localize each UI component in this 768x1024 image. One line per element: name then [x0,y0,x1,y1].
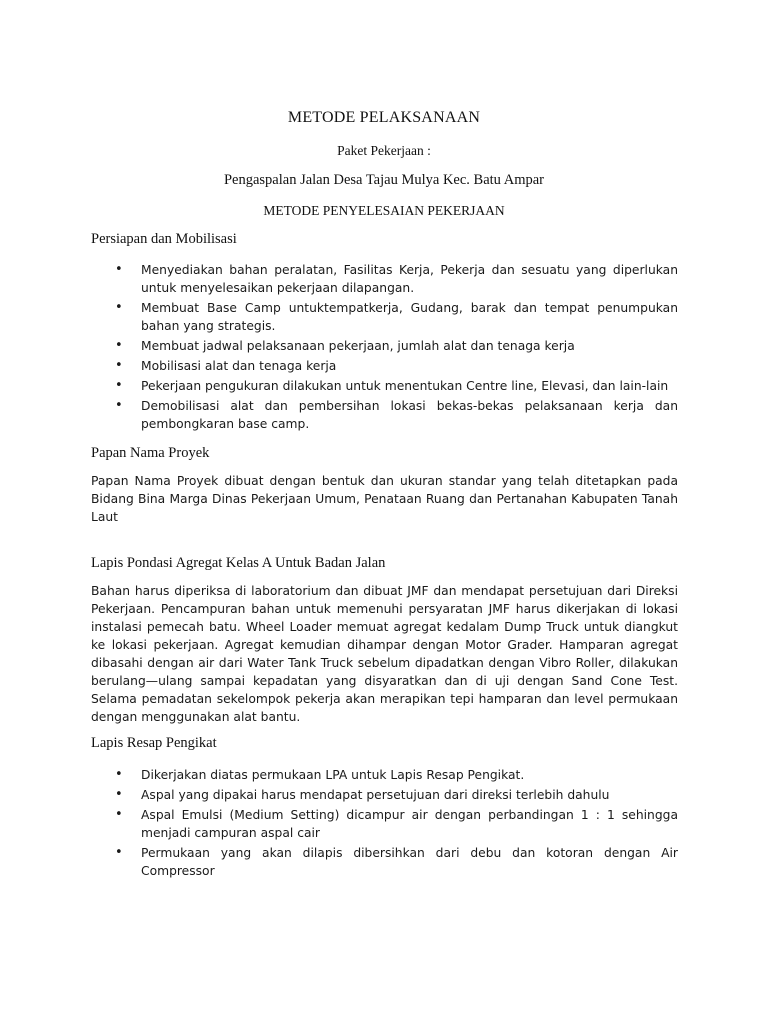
bullet-icon: • [115,807,123,822]
section-paragraph: Bahan harus diperiksa di laboratorium dan dibuat JMF dan mendapat persetujuan dari Direksi Pekerjaan. Pencampuran bahan untuk memenuhi persyaratan JMF harus dikerjakan di lokasi instalasi pemecah batu. Wheel Loader memuat agregat kedalam Dump Truck untuk diangkut ke lokasi pekerjaan. Agregat kemudian dihampar dengan Motor Grader. Hamparan agregat dibasahi dengan air dari Water Tank Truck sebelum dipadatkan dengan Vibro Roller, dilakukan berulang—ulang sampai kepadatan yang disyaratkan dan di uji dengan Sand Cone Test. Selama pemadatan sekelompok pekerja akan merapikan tepi hamparan dan level permukaan dengan menggunakan alat bantu. [91,584,678,724]
section-heading: Lapis Pondasi Agregat Kelas A Untuk Badan Jalan [91,555,386,571]
bullet-icon: • [115,358,123,373]
list-item-text: Aspal Emulsi (Medium Setting) dicampur air dengan perbandingan 1 : 1 sehingga menjadi campuran aspal cair [141,808,678,840]
list-item-text: Mobilisasi alat dan tenaga kerja [141,359,337,373]
bullet-icon: • [115,300,123,315]
section-heading: Lapis Resap Pengikat [91,735,217,751]
list-item [114,377,678,395]
lapis-resap-list [114,766,678,880]
list-item [114,299,678,335]
bullet-icon: • [115,845,123,860]
list-item [114,844,678,880]
list-item-text: Aspal yang dipakai harus mendapat persetujuan dari direksi terlebih dahulu [141,788,610,802]
bullet-icon: • [115,378,123,393]
list-item-text: Pekerjaan pengukuran dilakukan untuk menentukan Centre line, Elevasi, dan lain-lain [141,379,669,393]
list-item-text: Membuat Base Camp untuktempatkerja, Gudang, barak dan tempat penumpukan bahan yang strategis. [141,301,678,333]
list-item-text: Menyediakan bahan peralatan, Fasilitas Kerja, Pekerja dan sesuatu yang diperlukan untuk menyelesaikan pekerjaan dilapangan. [141,263,678,295]
list-item-text: Membuat jadwal pelaksanaan pekerjaan, jumlah alat dan tenaga kerja [141,339,575,353]
list-item-text: Dikerjakan diatas permukaan LPA untuk Lapis Resap Pengikat. [141,768,525,782]
document-title: METODE PELAKSANAAN [287,109,481,126]
list-item-text: Permukaan yang akan dilapis dibersihkan dari debu dan kotoran dengan Air Compressor [141,846,678,878]
bullet-icon: • [115,787,123,802]
bullet-icon: • [115,767,123,782]
paket-label: Paket Pekerjaan : [337,143,431,158]
list-item [114,397,678,433]
list-item [114,337,678,355]
list-item [114,786,678,804]
section-papan [91,445,678,462]
section-heading: Papan Nama Proyek [91,445,210,461]
persiapan-list [114,261,678,433]
list-item [114,766,678,784]
document-subtitle: METODE PENYELESAIAN PEKERJAAN [263,203,505,218]
persiapan-list-container [114,261,678,435]
section-heading: Persiapan dan Mobilisasi [91,231,237,247]
list-item-text: Demobilisasi alat dan pembersihan lokasi bekas-bekas pelaksanaan kerja dan pembongkaran base camp. [141,399,678,431]
list-item [114,806,678,842]
section-persiapan [91,231,678,248]
bullet-icon: • [115,338,123,353]
section-lapis-resap [91,735,678,752]
paket-name: Pengaspalan Jalan Desa Tajau Mulya Kec. Batu Ampar [223,172,545,188]
list-item [114,261,678,297]
lapis-resap-list-container [114,766,678,882]
section-lapis-pondasi [91,555,678,572]
bullet-icon: • [115,262,123,277]
section-paragraph: Papan Nama Proyek dibuat dengan bentuk dan ukuran standar yang telah ditetapkan pada Bidang Bina Marga Dinas Pekerjaan Umum, Penataan Ruang dan Pertanahan Kabupaten Tanah Laut [91,474,678,524]
list-item [114,357,678,375]
papan-body [91,472,678,526]
lapis-pondasi-body [91,582,678,726]
bullet-icon: • [115,398,123,413]
